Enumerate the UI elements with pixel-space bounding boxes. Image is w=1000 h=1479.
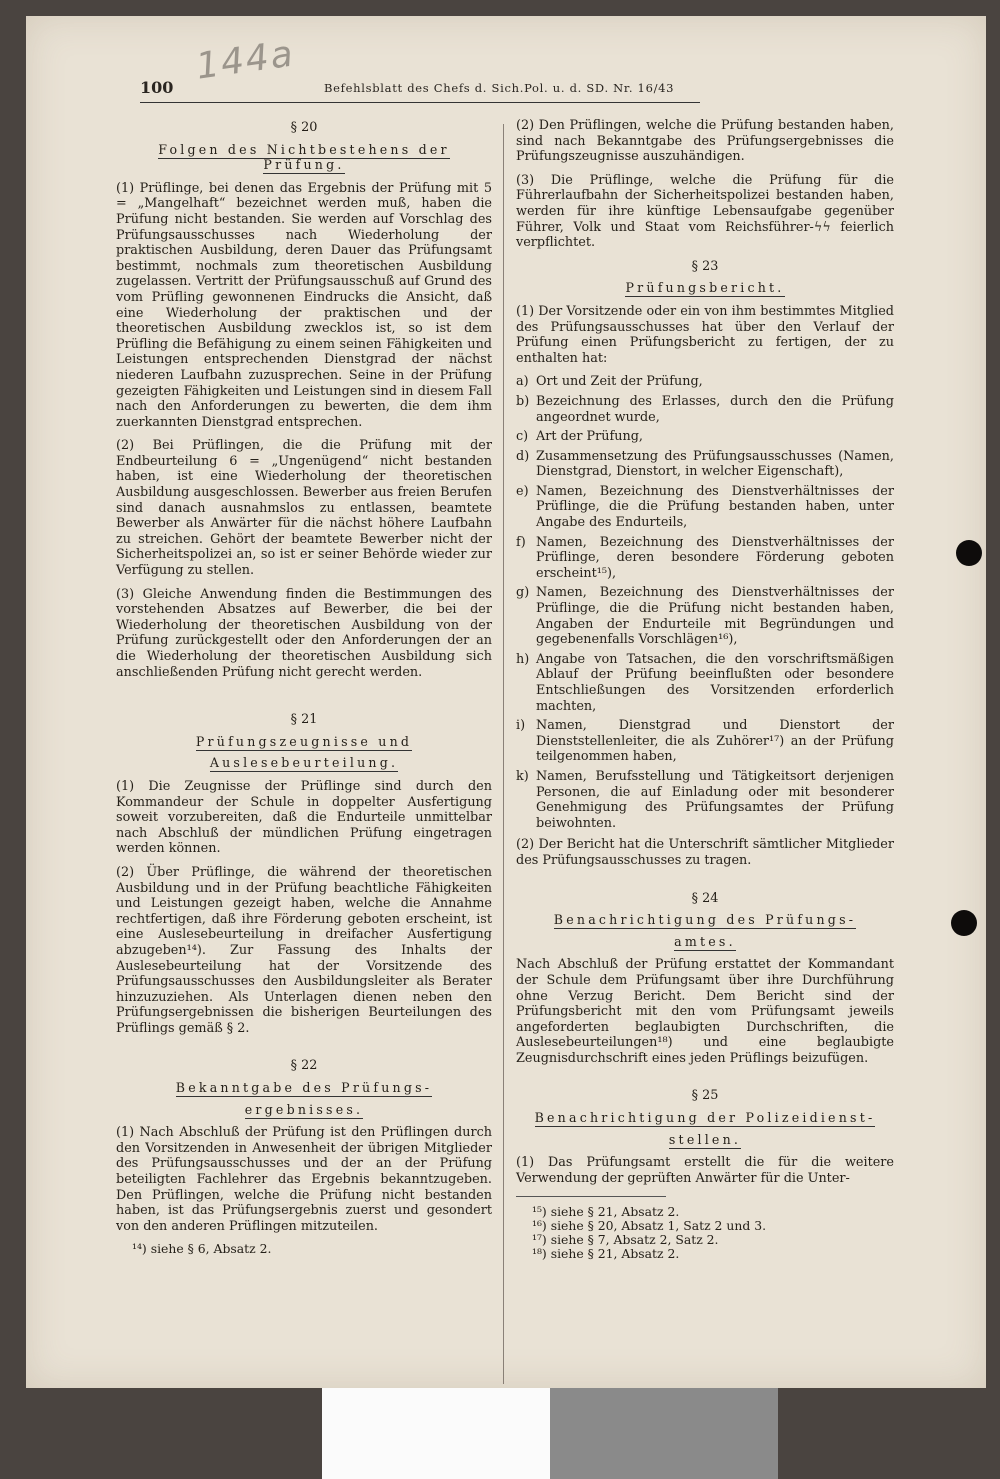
- scan-calibration-white: [322, 1388, 550, 1479]
- list-item: e) Namen, Bezeichnung des Dienstverhältnisses der Prüflinge, die die Prüfung bestanden haben, unter Angabe des Endurteils,: [516, 483, 894, 531]
- publication-title: Befehlsblatt des Chefs d. Sich.Pol. u. d. SD. Nr. 16/43: [324, 81, 675, 95]
- section-title: Benachrichtigung der Polizeidienst- stellen.: [534, 1110, 876, 1147]
- section-number: § 23: [691, 258, 719, 274]
- list-item: c) Art der Prüfung,: [516, 429, 643, 445]
- footnote: ¹⁴) siehe § 6, Absatz 2.: [132, 1241, 272, 1257]
- section-number: § 21: [290, 712, 318, 728]
- right-column: [516, 118, 894, 1261]
- list-item: g) Namen, Bezeichnung des Dienstverhältnisses der Prüflinge, die die Prüfung nicht bestanden haben, Angaben der Endurteile mit Begründungen und gegebenenfalls Vorschlägen¹⁶),: [516, 585, 894, 648]
- footnote: ¹⁶) siehe § 20, Absatz 1, Satz 2 und 3.: [532, 1218, 767, 1234]
- paragraph: (3) Gleiche Anwendung finden die Bestimmungen des vorstehenden Absatzes auf Bewerber, die bei der Wiederholung der theoretischen Ausbildung von der Prüfung zurückgestellt oder den Anforderungen der an die Wiederholung der theoretischen Ausbildung sich anschließenden Prüfung nicht gerecht werden.: [116, 586, 492, 680]
- section-title: Prüfungszeugnisse und Auslesebeurteilung.: [195, 733, 413, 771]
- paragraph: (3) Die Prüflinge, welche die Prüfung für die Führerlaufbahn der Sicherheitspolizei bestanden haben, werden für ihre künftige Lebensaufgabe gegenüber Führer, Volk und Staat vom Reichsführer-ϟϟ feierlich verpflichtet.: [516, 172, 894, 251]
- punch-hole: [951, 910, 977, 936]
- column-divider: [503, 124, 504, 1384]
- section-number: § 24: [691, 890, 719, 906]
- section-title: Prüfungsbericht.: [625, 280, 785, 296]
- section-number: § 22: [290, 1058, 318, 1074]
- list-item: k) Namen, Berufsstellung und Tätigkeitsort derjenigen Personen, die auf Einladung oder mit besonderer Genehmigung des Prüfungsamtes der Prüfung beiwohnten.: [516, 768, 894, 831]
- page-number: 100: [140, 78, 174, 97]
- footnotes: [116, 1242, 492, 1256]
- section-number: § 25: [691, 1088, 719, 1104]
- list-item: f) Namen, Bezeichnung des Dienstverhältnisses der Prüflinge, deren besondere Förderung geboten erscheint¹⁵),: [516, 534, 894, 581]
- paragraph: (1) Nach Abschluß der Prüfung ist den Prüflingen durch den Vorsitzenden in Anwesenheit der übrigen Mitglieder des Prüfungsausschusses und der an der Prüfung beteiligten Fachlehrer das Ergebnis bekanntzugeben. Den Prüflingen, welche die Prüfung nicht bestanden haben, ist das Prüfungsergebnis zuerst und gesondert von den anderen Prüflingen mitzuteilen.: [116, 1125, 492, 1234]
- footnotes: [516, 1196, 894, 1261]
- footnote: ¹⁵) siehe § 21, Absatz 2.: [532, 1204, 680, 1220]
- section-title: Benachrichtigung des Prüfungs- amtes.: [553, 912, 857, 949]
- handwritten-note: 144a: [193, 33, 298, 88]
- section-number: § 20: [290, 120, 318, 135]
- scan-calibration-gray: [550, 1388, 778, 1479]
- page-header: [140, 76, 700, 103]
- paragraph: (2) Bei Prüflingen, die die Prüfung mit der Endbeurteilung 6 = „Ungenügend“ nicht bestanden haben, ist eine Wiederholung der theoretischen Ausbildung ausgeschlossen. Bewerber aus freien Berufen sind danach ausnahmslos zu entlassen, beamtete Bewerber als Anwärter für die nächst höhere Laufbahn zu streichen. Gehört der beamtete Bewerber nicht der Sicherheitspolizei an, so ist er seiner Behörde wieder zur Verfügung zu stellen.: [116, 438, 492, 579]
- punch-hole: [956, 540, 982, 566]
- list-item: i) Namen, Dienstgrad und Dienstort der Dienststellenleiter, die als Zuhörer¹⁷) an der Prüfung teilgenommen haben,: [516, 718, 894, 765]
- paragraph: (1) Das Prüfungsamt erstellt die für die weitere Verwendung der geprüften Anwärter für die Unter-: [516, 1155, 894, 1186]
- list-item: a) Ort und Zeit der Prüfung,: [516, 374, 703, 390]
- footnote: ¹⁷) siehe § 7, Absatz 2, Satz 2.: [532, 1232, 719, 1248]
- list-item: b) Bezeichnung des Erlasses, durch den die Prüfung angeordnet wurde,: [516, 393, 894, 425]
- paragraph: (2) Der Bericht hat die Unterschrift sämtlicher Mitglieder des Prüfungsausschusses zu tragen.: [516, 837, 894, 868]
- paragraph: (1) Der Vorsitzende oder ein von ihm bestimmtes Mitglied des Prüfungsausschusses hat über den Verlauf der Prüfung einen Prüfungsbericht zu fertigen, der zu enthalten hat:: [516, 303, 894, 366]
- paragraph: (1) Die Zeugnisse der Prüflinge sind durch den Kommandeur der Schule in doppelter Ausfertigung soweit vorzubereiten, daß die Endurteile unmittelbar nach Abschluß der mündlichen Prüfung eingetragen werden können.: [116, 778, 492, 857]
- list-item: d) Zusammensetzung des Prüfungsausschusses (Namen, Dienstgrad, Dienstort, in welcher Eigenschaft),: [516, 448, 894, 480]
- paragraph: Nach Abschluß der Prüfung erstattet der Kommandant der Schule dem Prüfungsamt über ihre Durchführung ohne Verzug Bericht. Dem Bericht sind der Prüfungsbericht mit den vom Prüfungsamt jeweils angeforderten beglaubigten Durchschriften, die Auslesebeurteilungen¹⁸) und eine beglaubigte Zeugnisdurchschrift eines jeden Prüflings beizufügen.: [516, 957, 894, 1066]
- section-title: Folgen des Nichtbestehens der Prüfung.: [158, 141, 450, 173]
- paragraph: (1) Prüflinge, bei denen das Ergebnis der Prüfung mit 5 = „Mangelhaft“ bezeichnet werden muß, haben die Prüfung nicht bestanden. Sie werden auf Vorschlag des Prüfungsausschusses nach Wiederholung der praktischen Ausbildung, deren Dauer das Prüfungsamt bestimmt, nochmals zum theoretischen Ausbildung zugelassen. Vertritt der Prüfungsausschuß auf Grund des vom Prüfling gewonnenen Eindrucks die Ansicht, daß eine Wiederholung der praktischen und der theoretischen Ausbildung zwecklos ist, so ist dem Prüfling die Befähigung zu einem seinen Fähigkeiten und Leistungen entsprechenden Dienstgrad der nächst niederen Laufbahn zuzusprechen. Seine in der Prüfung gezeigten Fähigkeiten und Leistungen sind in diesem Fall nach den Anforderungen zu bewerten, die dem ihm zuerkannten Dienstgrad entsprechen.: [116, 180, 492, 430]
- list-item: h) Angabe von Tatsachen, die den vorschriftsmäßigen Ablauf der Prüfung beeinflußten oder besondere Entschließungen des Vorsitzenden erforderlich machten,: [516, 651, 894, 714]
- section-title: Bekanntgabe des Prüfungs- ergebnisses.: [175, 1080, 433, 1117]
- left-column: [116, 118, 492, 1256]
- paragraph: (2) Den Prüflingen, welche die Prüfung bestanden haben, sind nach Bekanntgabe des Prüfungsergebnisses die Prüfungszeugnisse auszuhändigen.: [516, 118, 894, 165]
- report-items-list: [516, 374, 894, 831]
- paragraph: (2) Über Prüflinge, die während der theoretischen Ausbildung und in der Prüfung beachtliche Fähigkeiten und Leistungen gezeigt haben, welche die Annahme rechtfertigen, daß ihre Förderung geboten erscheint, ist eine Auslesebeurteilung in dreifacher Ausfertigung abzugeben¹⁴). Zur Fassung des Inhalts der Auslesebeurteilung hat der Vorsitzende des Prüfungsausschusses den Ausbildungsleiter als Berater hinzuzuziehen. Als Unterlagen dienen neben den Prüfungsergebnissen die bisherigen Beurteilungen des Prüflings gemäß § 2.: [116, 864, 492, 1036]
- footnote: ¹⁸) siehe § 21, Absatz 2.: [532, 1246, 680, 1262]
